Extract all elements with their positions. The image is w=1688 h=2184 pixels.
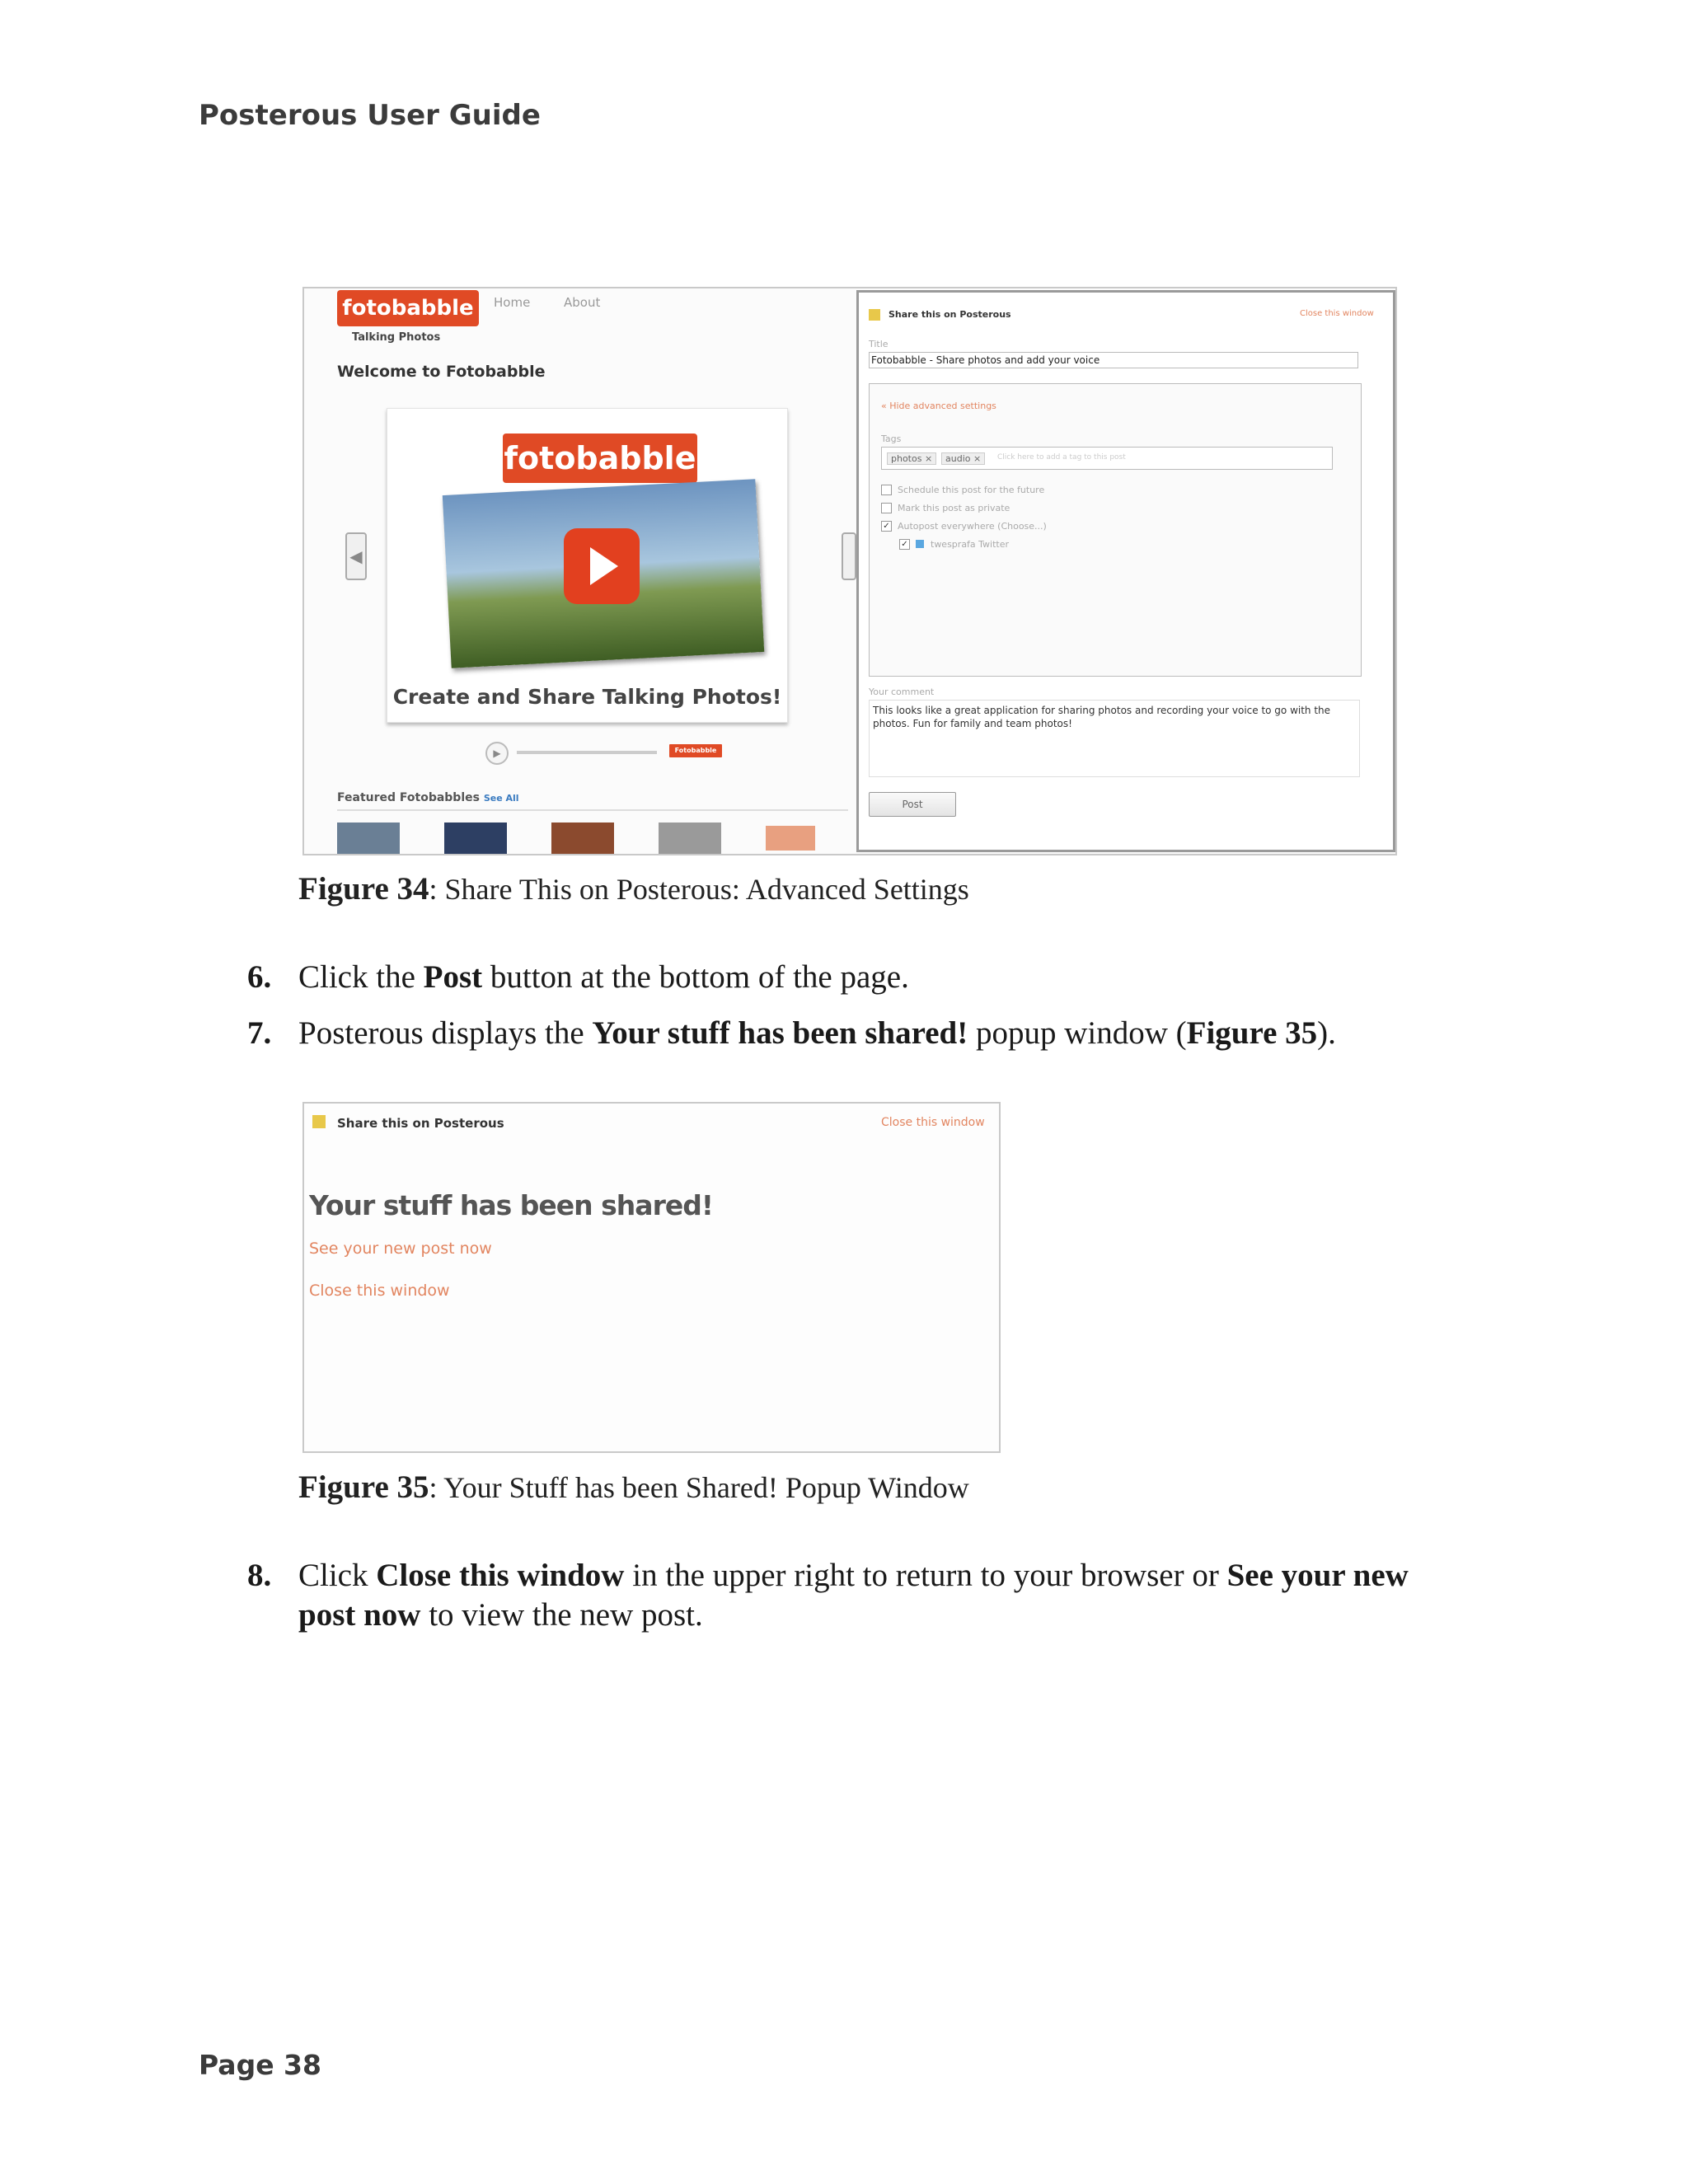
step-text: Click the (298, 959, 424, 995)
caption-label: Figure 34 (298, 871, 429, 907)
player-badge: Fotobabble (669, 744, 722, 757)
private-checkbox[interactable] (881, 503, 892, 513)
caption-text: : Your Stuff has been Shared! Popup Window (429, 1471, 969, 1504)
autopost-label: Autopost everywhere (Choose...) (898, 521, 1047, 532)
see-all-link[interactable]: See All (483, 793, 519, 804)
hero-card (387, 408, 788, 723)
figure-reference: Figure 35 (1186, 1015, 1318, 1051)
step-text: button at the bottom of the page. (482, 959, 909, 995)
step-number: 7. (247, 1015, 272, 1051)
twitter-icon (916, 540, 924, 548)
featured-divider (337, 809, 848, 811)
close-window-link[interactable]: Close this window (1300, 309, 1374, 318)
step-text: to view the new post. (420, 1597, 703, 1633)
close-window-link[interactable]: Close this window (881, 1116, 985, 1129)
title-input[interactable]: Fotobabble - Share photos and add your voice (869, 352, 1358, 368)
close-window-link-body[interactable]: Close this window (309, 1282, 450, 1300)
step-bold: Post (423, 959, 483, 995)
tags-placeholder: Click here to add a tag to this post (997, 453, 1126, 462)
schedule-label: Schedule this post for the future (898, 485, 1045, 495)
share-popup (856, 290, 1395, 852)
featured-thumb[interactable] (766, 826, 815, 851)
audio-play-icon[interactable]: ▶ (485, 742, 509, 765)
featured-thumb[interactable] (444, 823, 507, 855)
tag-photos[interactable]: photos × (887, 452, 936, 465)
step-bold: Close this window (376, 1558, 625, 1593)
step-8 (247, 1556, 1467, 1635)
tags-input[interactable] (881, 447, 1333, 470)
step-6 (247, 958, 1467, 997)
featured-thumb[interactable] (551, 823, 614, 855)
post-button[interactable]: Post (869, 792, 956, 817)
carousel-prev-arrow[interactable]: ◀ (345, 532, 367, 580)
step-text: Posterous displays the (298, 1015, 593, 1051)
step-number: 6. (247, 959, 272, 995)
title-label: Title (869, 339, 889, 349)
advanced-settings-panel (869, 383, 1362, 677)
welcome-heading: Welcome to Fotobabble (337, 363, 546, 381)
step-text: popup window ( (968, 1015, 1187, 1051)
schedule-checkbox[interactable] (881, 485, 892, 495)
comment-textarea[interactable]: This looks like a great application for sharing photos and recording your voice to go with the photos. Fun for family and team photos! (869, 700, 1360, 777)
see-post-link[interactable]: See your new post now (309, 1240, 492, 1258)
hide-advanced-link[interactable]: « Hide advanced settings (881, 401, 996, 411)
figure-34-screenshot (302, 287, 1397, 855)
tags-label: Tags (881, 434, 902, 444)
step-bold: See your new post now (298, 1558, 1409, 1633)
step-text: in the upper right to return to your browser or (624, 1558, 1227, 1593)
caption-text: : Share This on Posterous: Advanced Settings (429, 873, 969, 906)
twitter-label: twesprafa Twitter (931, 539, 1010, 550)
posterous-icon (869, 309, 880, 321)
nav-about[interactable]: About (564, 295, 601, 310)
comment-label: Your comment (869, 687, 935, 697)
page-number: Page 38 (199, 2049, 321, 2081)
step-7 (247, 1014, 1467, 1053)
featured-thumb[interactable] (659, 823, 721, 855)
featured-heading (337, 791, 519, 804)
step-text: ). (1317, 1015, 1336, 1051)
tag-audio[interactable]: audio × (941, 452, 985, 465)
hero-caption: Create and Share Talking Photos! (392, 685, 782, 709)
twitter-checkbox[interactable]: ✓ (899, 539, 910, 550)
step-number: 8. (247, 1558, 272, 1593)
logo-tagline: Talking Photos (352, 331, 441, 344)
figure-34-caption (298, 870, 969, 907)
carousel-next-arrow[interactable] (842, 532, 856, 580)
private-label: Mark this post as private (898, 503, 1010, 513)
hero-logo: fotobabble (503, 434, 697, 483)
figure-35-caption (298, 1469, 969, 1506)
figure-35-screenshot (302, 1102, 1001, 1453)
featured-thumb[interactable] (337, 823, 400, 855)
step-bold: Your stuff has been shared! (592, 1015, 968, 1051)
step-text: Click (298, 1558, 377, 1593)
posterous-icon (312, 1115, 326, 1128)
nav-home[interactable]: Home (494, 295, 531, 310)
shared-heading: Your stuff has been shared! (309, 1189, 713, 1221)
caption-label: Figure 35 (298, 1469, 429, 1505)
audio-progress-bar[interactable] (517, 751, 657, 754)
fotobabble-logo: fotobabble (337, 290, 479, 326)
popup-title: Share this on Posterous (889, 309, 1011, 320)
autopost-checkbox[interactable]: ✓ (881, 521, 892, 532)
featured-label: Featured Fotobabbles (337, 791, 480, 804)
popup-title: Share this on Posterous (337, 1116, 504, 1131)
play-icon (590, 547, 618, 585)
guide-title: Posterous User Guide (199, 99, 541, 132)
